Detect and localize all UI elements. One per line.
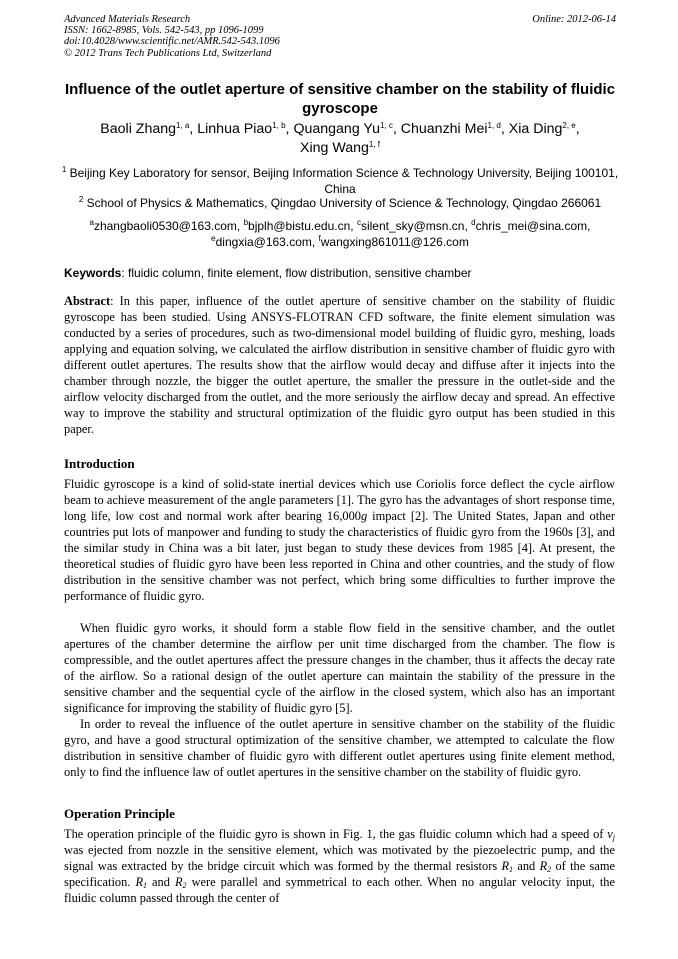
email-sup: b [243, 218, 249, 227]
intro-paragraph-3: In order to reveal the influence of the outlet aperture in sensitive chamber on the stability of the fluidic gyro, and have a good structural optimization of the sensitive chamber, we attempted to calculate the flow distribution in sensitive chamber of fluidic gyro with different outlet apertures using finite element method, only to find the influence law of outlet apertures in the sensitive chamber on the stability of fluidic gyro. [64, 717, 615, 780]
author-name: Xia Ding [508, 121, 563, 137]
author-name: Baoli Zhang [100, 121, 177, 137]
author-affil-sup: 1, d [487, 121, 501, 130]
author-affil-sup: 2, e [562, 121, 576, 130]
paragraph-text: of the same specification. [64, 859, 615, 890]
email-sup: d [471, 218, 476, 227]
paper-title: Influence of the outlet aperture of sensitive chamber on the stability of fluidic gyroscope [64, 81, 616, 117]
var-r1: R [501, 859, 510, 874]
var-sub: 2 [547, 865, 552, 875]
abstract-label: Abstract [64, 294, 111, 308]
paragraph-text: Fluidic gyroscope is a kind of solid-state inertial devices which use Coriolis force deflect the cycle airflow beam to achieve measurement of the angle parameters [1]. The gyro has the advantages of short response time, long life, low cost and normal work after bearing 16,000 [64, 477, 615, 524]
var-sub: 1 [143, 881, 148, 891]
journal-name: Advanced Materials Research [64, 14, 191, 25]
author-affil-sup: 1, a [176, 121, 190, 130]
affiliation-2 [50, 196, 630, 212]
abstract-text: : In this paper, influence of the outlet aperture of sensitive chamber on the stability of fluidic gyroscope has been studied. Using ANSYS-FLOTRAN CFD software, the finite element simulation was conducted by a series of procedures, such as two-dimensional model building of fluidic gyro, meshing, loads applying and equation solving, we calculated the airflow distribution in sensitive chamber of fluidic gyro with different outlet apertures. The results show that the airflow would decay and diffuse after it injects into the chamber through nozzle, the bigger the outlet aperture, the smaller the pressure in the outlet-side and the airflow velocity discharged from the outlet, and the more seriously the airflow decay and spread. An effective way to improve the stability and structural optimization of the fluidic gyro output has been studied in this paper. [64, 294, 615, 437]
paragraph-text: was ejected from nozzle in the sensitive element, which was motivated by the piezoelectric pump, and the signal was extracted by the bridge circuit which was formed by the thermal resistors [64, 843, 615, 874]
email-link[interactable]: zhangbaoli0530@163.com [93, 219, 237, 233]
email-sup: e [211, 233, 216, 243]
paragraph-text: impact [2]. The United States, Japan and other countries put lots of manpower and funding to study the characteristics of fluidic gyro from the 1960s [3], and the similar study in China was a bit later, just began to study these devices from 1985 [4]. At present, the theoretical studies of fluidic gyro have been less reported in China and other countries, and the study of flow distribution in the sensitive chamber was not perfect, which bring some difficulties to further improve the performance of fluidic gyro. [64, 509, 616, 604]
section-heading-introduction: Introduction [64, 456, 135, 471]
email-link[interactable]: wangxing861011@126.com [320, 234, 469, 249]
online-date: Online: 2012-06-14 [532, 14, 616, 25]
email-sup: c [356, 218, 361, 227]
email-link[interactable]: dingxia@163.com [215, 234, 312, 249]
author-name: Chuanzhi Mei [400, 121, 488, 137]
paragraph-text: and [147, 875, 175, 890]
author-name: Linhua Piao [197, 121, 273, 137]
email-link[interactable]: bjplh@bistu.edu.cn [248, 219, 351, 233]
operation-paragraph [64, 826, 615, 906]
email-list: $^a$zhangbaoli0530@163.com, $^b$bjplh@bistu.edu.cn, $^c$silent_sky@msn.cn, $^d$chris_mei@sina.com, $^e$dingxia@163.com, $^f$wangxing861011@126.com [89, 218, 591, 249]
affiliation-text: School of Physics & Mathematics, Qingdao University of Science & Technology, Qingdao 266061 [86, 196, 602, 210]
affiliation-sup: 1 [61, 165, 67, 174]
affiliation-1 [50, 166, 630, 197]
var-r2: R [539, 859, 548, 874]
journal-header [64, 14, 616, 59]
paragraph-text: were parallel and symmetrical to each other. When no angular velocity input, the fluidic column passed through the center of [64, 875, 615, 906]
keywords [64, 266, 616, 281]
author-name: Quangang Yu [293, 121, 380, 137]
section-heading-operation-principle: Operation Principle [64, 806, 175, 821]
author-name: Xing Wang [300, 140, 369, 156]
paragraph-text: The operation principle of the fluidic gyro is shown in Fig. 1, the gas fluidic column which had a speed of [64, 827, 608, 841]
author-affil-sup: 1, b [272, 121, 286, 130]
copyright-line: © 2012 Trans Tech Publications Ltd, Switzerland [64, 47, 272, 59]
intro-paragraph-1 [64, 476, 615, 604]
author-list: Baoli Zhang$^{1, a}$, Linhua Piao$^{1, b}$, Quangang Yu$^{1, c}$, Chuanzhi Mei$^{1, d}$, Xia Ding$^{2, e}$, Xing Wang$^{1, f}$ [100, 121, 580, 156]
var-sub: j [612, 833, 615, 842]
issn-line: ISSN: 1662-8985, Vols. 542-543, pp 1096-1099 [64, 25, 264, 37]
paragraph-text: and [513, 859, 540, 874]
email-link[interactable]: chris_mei@sina.com [475, 219, 588, 233]
var-sub: 2 [182, 881, 187, 891]
var-r2: R [174, 875, 183, 890]
unit-g: g [361, 509, 368, 524]
email-sup: a [89, 218, 94, 227]
affiliation-text: Beijing Key Laboratory for sensor, Beijing Information Science & Technology University, Beijing 100101, China [69, 166, 619, 196]
keywords-text: : fluidic column, finite element, flow distribution, sensitive chamber [121, 266, 472, 280]
doi-line: doi:10.4028/www.scientific.net/AMR.542-543.1096 [64, 36, 280, 48]
email-link[interactable]: silent_sky@msn.cn [360, 219, 465, 233]
author-affil-sup: 1, f [368, 140, 380, 149]
affiliation-sup: 2 [78, 195, 84, 204]
email-sup: f [318, 233, 321, 243]
intro-paragraph-2: When fluidic gyro works, it should form a stable flow field in the sensitive chamber, and the outlet apertures of the chamber determine the airflow per unit time discharged from the chamber. The flow is compressible, and the outlet apertures affect the pressure changes in the chamber, thus it affects the decay rate of the airflow. So a rational design of the outlet aperture can maintain the stability of the pressure in the sensitive chamber and the sequential cycle of the airflow in the closed system, which also has an important significance for improving the stability of fluidic gyro [5]. [64, 621, 615, 716]
var-v: v [607, 827, 613, 841]
var-sub: 1 [509, 865, 514, 875]
keywords-label: Keywords [64, 266, 122, 280]
var-r1: R [135, 875, 144, 890]
author-affil-sup: 1, c [379, 121, 393, 130]
abstract [64, 293, 615, 437]
